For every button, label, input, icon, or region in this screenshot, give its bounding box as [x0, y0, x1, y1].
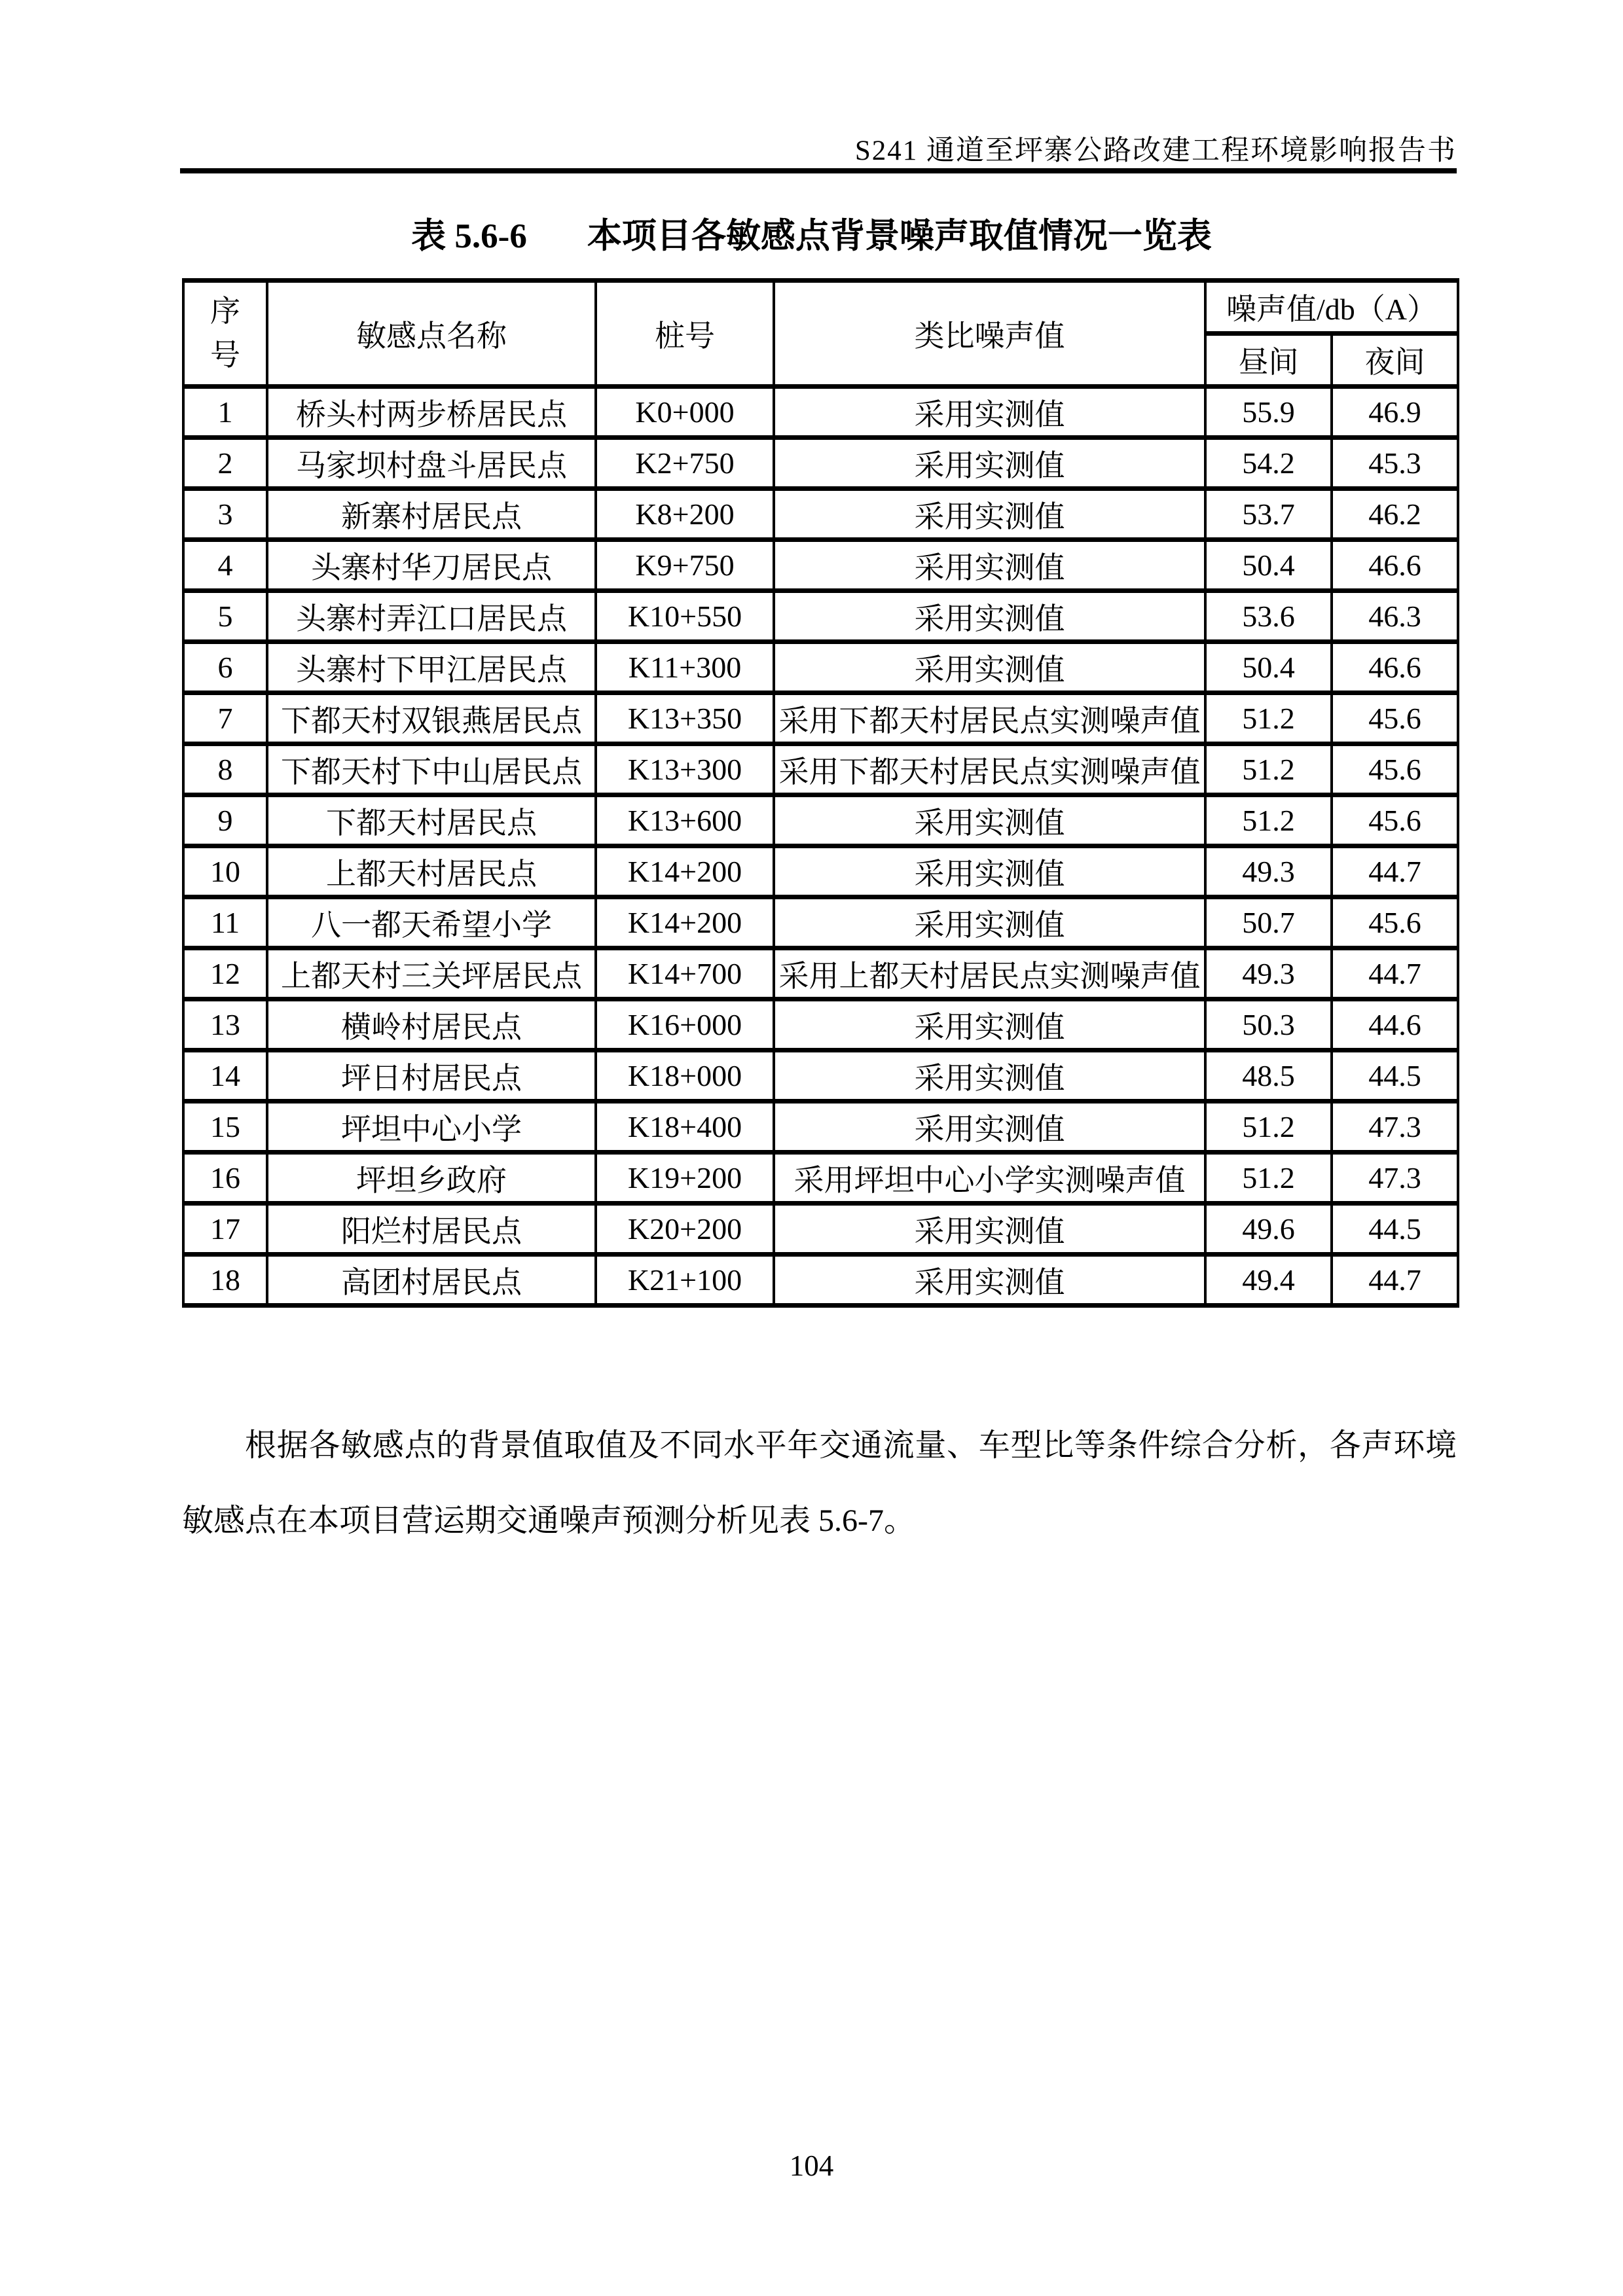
noise-table-body: [183, 387, 1458, 1306]
table-row: [183, 1102, 1458, 1153]
analog-cell: 采用实测值: [774, 591, 1205, 642]
name-cell: 坪坦乡政府: [267, 1153, 596, 1204]
day-cell: 51.2: [1205, 1153, 1332, 1204]
day-cell: 53.7: [1205, 489, 1332, 540]
table-header: [183, 281, 1458, 387]
index-cell: 3: [183, 489, 267, 540]
night-cell: 44.7: [1332, 846, 1458, 897]
col-header-analog: 类比噪声值: [774, 281, 1205, 387]
analog-cell: 采用实测值: [774, 387, 1205, 438]
night-cell: 45.3: [1332, 438, 1458, 489]
name-cell: 下都天村居民点: [267, 795, 596, 846]
day-cell: 50.3: [1205, 999, 1332, 1050]
analog-cell: 采用实测值: [774, 540, 1205, 591]
index-cell: 8: [183, 744, 267, 795]
name-cell: 高团村居民点: [267, 1255, 596, 1306]
name-cell: 桥头村两步桥居民点: [267, 387, 596, 438]
index-cell: 6: [183, 642, 267, 693]
analog-cell: 采用实测值: [774, 846, 1205, 897]
night-cell: 46.6: [1332, 642, 1458, 693]
table-row: [183, 489, 1458, 540]
night-cell: 44.7: [1332, 1255, 1458, 1306]
table-row: [183, 795, 1458, 846]
index-cell: 16: [183, 1153, 267, 1204]
night-cell: 44.5: [1332, 1204, 1458, 1255]
day-cell: 53.6: [1205, 591, 1332, 642]
name-cell: 头寨村下甲江居民点: [267, 642, 596, 693]
analog-cell: 采用实测值: [774, 897, 1205, 948]
page-header-text: S241 通道至坪寨公路改建工程环境影响报告书: [854, 135, 1457, 166]
col-header-noise-group: 噪声值/db（A）: [1205, 281, 1458, 334]
analog-cell: 采用实测值: [774, 1204, 1205, 1255]
name-cell: 八一都天希望小学: [267, 897, 596, 948]
night-cell: 47.3: [1332, 1153, 1458, 1204]
table-row: [183, 999, 1458, 1050]
day-cell: 51.2: [1205, 744, 1332, 795]
day-cell: 54.2: [1205, 438, 1332, 489]
night-cell: 44.5: [1332, 1050, 1458, 1102]
analog-cell: 采用下都天村居民点实测噪声值: [774, 693, 1205, 744]
col-header-name: 敏感点名称: [267, 281, 596, 387]
analog-cell: 采用上都天村居民点实测噪声值: [774, 948, 1205, 999]
day-cell: 48.5: [1205, 1050, 1332, 1102]
index-cell: 18: [183, 1255, 267, 1306]
day-cell: 49.3: [1205, 948, 1332, 999]
index-cell: 9: [183, 795, 267, 846]
day-cell: 50.4: [1205, 540, 1332, 591]
day-cell: 55.9: [1205, 387, 1332, 438]
analog-cell: 采用实测值: [774, 795, 1205, 846]
name-cell: 头寨村弄江口居民点: [267, 591, 596, 642]
header-divider: [180, 168, 1457, 173]
table-row: [183, 693, 1458, 744]
page-header: [180, 128, 1457, 168]
index-cell: 2: [183, 438, 267, 489]
stake-cell: K14+200: [596, 897, 774, 948]
col-header-index: 序号: [183, 281, 267, 387]
name-cell: 新寨村居民点: [267, 489, 596, 540]
analysis-paragraph: 根据各敏感点的背景值取值及不同水平年交通流量、车型比等条件综合分析，各声环境敏感点在本项目营运期交通噪声预测分析见表 5.6-7。: [182, 1428, 1457, 1538]
table-caption-title: 本项目各敏感点背景噪声取值情况一览表: [587, 217, 1212, 255]
night-cell: 46.6: [1332, 540, 1458, 591]
stake-cell: K19+200: [596, 1153, 774, 1204]
table-row: [183, 1204, 1458, 1255]
night-cell: 44.6: [1332, 999, 1458, 1050]
index-cell: 4: [183, 540, 267, 591]
analog-cell: 采用下都天村居民点实测噪声值: [774, 744, 1205, 795]
analog-cell: 采用坪坦中心小学实测噪声值: [774, 1153, 1205, 1204]
name-cell: 马家坝村盘斗居民点: [267, 438, 596, 489]
night-cell: 46.2: [1332, 489, 1458, 540]
stake-cell: K11+300: [596, 642, 774, 693]
day-cell: 51.2: [1205, 693, 1332, 744]
index-cell: 7: [183, 693, 267, 744]
index-cell: 10: [183, 846, 267, 897]
stake-cell: K9+750: [596, 540, 774, 591]
stake-cell: K14+200: [596, 846, 774, 897]
analog-cell: 采用实测值: [774, 642, 1205, 693]
table-row: [183, 1050, 1458, 1102]
index-cell: 5: [183, 591, 267, 642]
table-caption-label: 表 5.6-6: [411, 217, 527, 255]
day-cell: 51.2: [1205, 1102, 1332, 1153]
name-cell: 坪日村居民点: [267, 1050, 596, 1102]
table-row: [183, 438, 1458, 489]
name-cell: 横岭村居民点: [267, 999, 596, 1050]
stake-cell: K2+750: [596, 438, 774, 489]
table-caption: [0, 208, 1623, 258]
analog-cell: 采用实测值: [774, 438, 1205, 489]
stake-cell: K16+000: [596, 999, 774, 1050]
stake-cell: K14+700: [596, 948, 774, 999]
stake-cell: K10+550: [596, 591, 774, 642]
index-cell: 13: [183, 999, 267, 1050]
table-row: [183, 387, 1458, 438]
day-cell: 49.6: [1205, 1204, 1332, 1255]
name-cell: 下都天村双银燕居民点: [267, 693, 596, 744]
table-row: [183, 897, 1458, 948]
night-cell: 45.6: [1332, 897, 1458, 948]
table-header-row-1: [183, 281, 1458, 334]
day-cell: 49.4: [1205, 1255, 1332, 1306]
stake-cell: K18+400: [596, 1102, 774, 1153]
night-cell: 46.9: [1332, 387, 1458, 438]
day-cell: 51.2: [1205, 795, 1332, 846]
index-cell: 14: [183, 1050, 267, 1102]
analog-cell: 采用实测值: [774, 1255, 1205, 1306]
name-cell: 头寨村华刀居民点: [267, 540, 596, 591]
night-cell: 45.6: [1332, 744, 1458, 795]
index-cell: 12: [183, 948, 267, 999]
index-cell: 1: [183, 387, 267, 438]
analog-cell: 采用实测值: [774, 1050, 1205, 1102]
table-row: [183, 540, 1458, 591]
name-cell: 上都天村居民点: [267, 846, 596, 897]
table-row: [183, 948, 1458, 999]
name-cell: 下都天村下中山居民点: [267, 744, 596, 795]
table-row: [183, 642, 1458, 693]
table-row: [183, 744, 1458, 795]
night-cell: 45.6: [1332, 693, 1458, 744]
night-cell: 44.7: [1332, 948, 1458, 999]
day-cell: 49.3: [1205, 846, 1332, 897]
col-header-day: 昼间: [1205, 334, 1332, 387]
name-cell: 坪坦中心小学: [267, 1102, 596, 1153]
table-row: [183, 1255, 1458, 1306]
col-header-stake: 桩号: [596, 281, 774, 387]
index-cell: 17: [183, 1204, 267, 1255]
day-cell: 50.7: [1205, 897, 1332, 948]
name-cell: 阳烂村居民点: [267, 1204, 596, 1255]
noise-values-table: [182, 278, 1459, 1308]
stake-cell: K8+200: [596, 489, 774, 540]
col-header-night: 夜间: [1332, 334, 1458, 387]
stake-cell: K13+600: [596, 795, 774, 846]
stake-cell: K21+100: [596, 1255, 774, 1306]
night-cell: 46.3: [1332, 591, 1458, 642]
day-cell: 50.4: [1205, 642, 1332, 693]
analog-cell: 采用实测值: [774, 1102, 1205, 1153]
stake-cell: K13+350: [596, 693, 774, 744]
index-cell: 15: [183, 1102, 267, 1153]
night-cell: 47.3: [1332, 1102, 1458, 1153]
page-number: 104: [789, 2149, 834, 2182]
analog-cell: 采用实测值: [774, 489, 1205, 540]
stake-cell: K18+000: [596, 1050, 774, 1102]
stake-cell: K20+200: [596, 1204, 774, 1255]
analog-cell: 采用实测值: [774, 999, 1205, 1050]
name-cell: 上都天村三关坪居民点: [267, 948, 596, 999]
stake-cell: K0+000: [596, 387, 774, 438]
table-row: [183, 1153, 1458, 1204]
table-row: [183, 591, 1458, 642]
stake-cell: K13+300: [596, 744, 774, 795]
table-row: [183, 846, 1458, 897]
night-cell: 45.6: [1332, 795, 1458, 846]
index-cell: 11: [183, 897, 267, 948]
